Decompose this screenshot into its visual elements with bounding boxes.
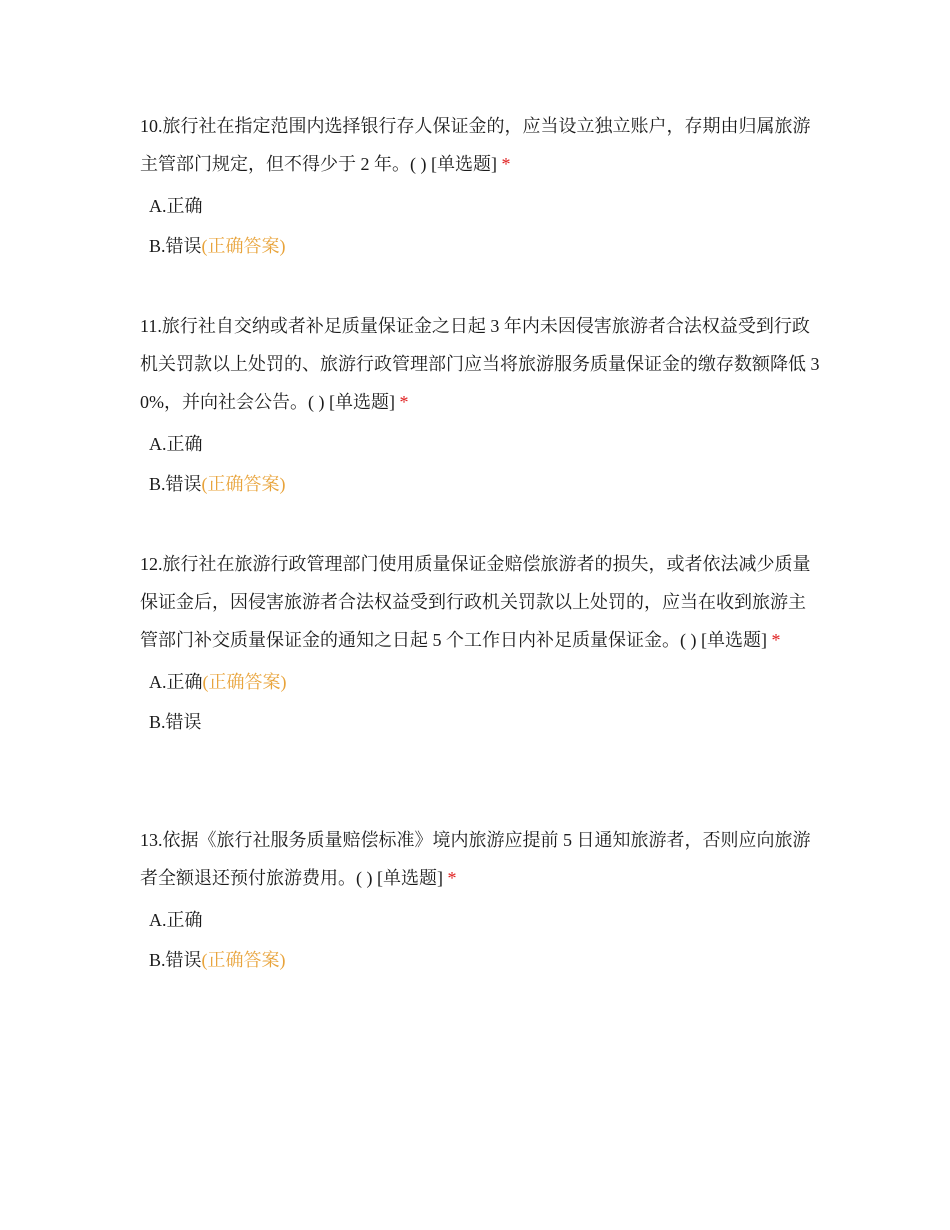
option-b[interactable] [149, 464, 820, 504]
question-13 [140, 821, 820, 980]
option-list [140, 186, 820, 266]
question-11 [140, 307, 820, 504]
option-label: A.正确 [149, 196, 203, 216]
option-list [140, 662, 820, 742]
question-text-body: 13.依据《旅行社服务质量赔偿标准》境内旅游应提前 5 日通知旅游者，否则应向旅游者全额退还预付旅游费用。( ) [单选题] [140, 830, 811, 888]
option-list [140, 900, 820, 980]
required-mark: * [771, 630, 781, 650]
required-mark: * [399, 392, 409, 412]
option-label: A.正确 [149, 910, 203, 930]
option-b[interactable] [149, 702, 820, 742]
option-a[interactable] [149, 662, 820, 702]
question-10 [140, 107, 820, 266]
correct-answer-tag: (正确答案) [201, 474, 286, 494]
question-text [140, 821, 820, 897]
option-a[interactable] [149, 424, 820, 464]
correct-answer-tag: (正确答案) [201, 236, 286, 256]
option-label: B.错误 [149, 236, 202, 256]
option-label: A.正确 [149, 434, 203, 454]
question-text-body: 11.旅行社自交纳或者补足质量保证金之日起 3 年内未因侵害旅游者合法权益受到行政机关罚款以上处罚的、旅游行政管理部门应当将旅游服务质量保证金的缴存数额降低 30%，并向社会公告。( ) [单选题] [140, 316, 820, 412]
correct-answer-tag: (正确答案) [202, 672, 287, 692]
required-mark: * [501, 154, 511, 174]
option-a[interactable] [149, 186, 820, 226]
question-text [140, 107, 820, 183]
correct-answer-tag: (正确答案) [201, 950, 286, 970]
question-12 [140, 545, 820, 742]
question-text [140, 545, 820, 659]
option-list [140, 424, 820, 504]
question-text [140, 307, 820, 421]
option-label: B.错误 [149, 712, 202, 732]
option-b[interactable] [149, 940, 820, 980]
option-label: B.错误 [149, 950, 202, 970]
option-label: A.正确 [149, 672, 203, 692]
question-text-body: 12.旅行社在旅游行政管理部门使用质量保证金赔偿旅游者的损失，或者依法减少质量保证金后，因侵害旅游者合法权益受到行政机关罚款以上处罚的，应当在收到旅游主管部门补交质量保证金的通知之日起 5 个工作日内补足质量保证金。( ) [单选题] [140, 554, 811, 650]
question-text-body: 10.旅行社在指定范围内选择银行存人保证金的，应当设立独立账户，存期由归属旅游主管部门规定，但不得少于 2 年。( ) [单选题] [140, 116, 811, 174]
required-mark: * [447, 868, 457, 888]
option-a[interactable] [149, 900, 820, 940]
option-label: B.错误 [149, 474, 202, 494]
option-b[interactable] [149, 226, 820, 266]
